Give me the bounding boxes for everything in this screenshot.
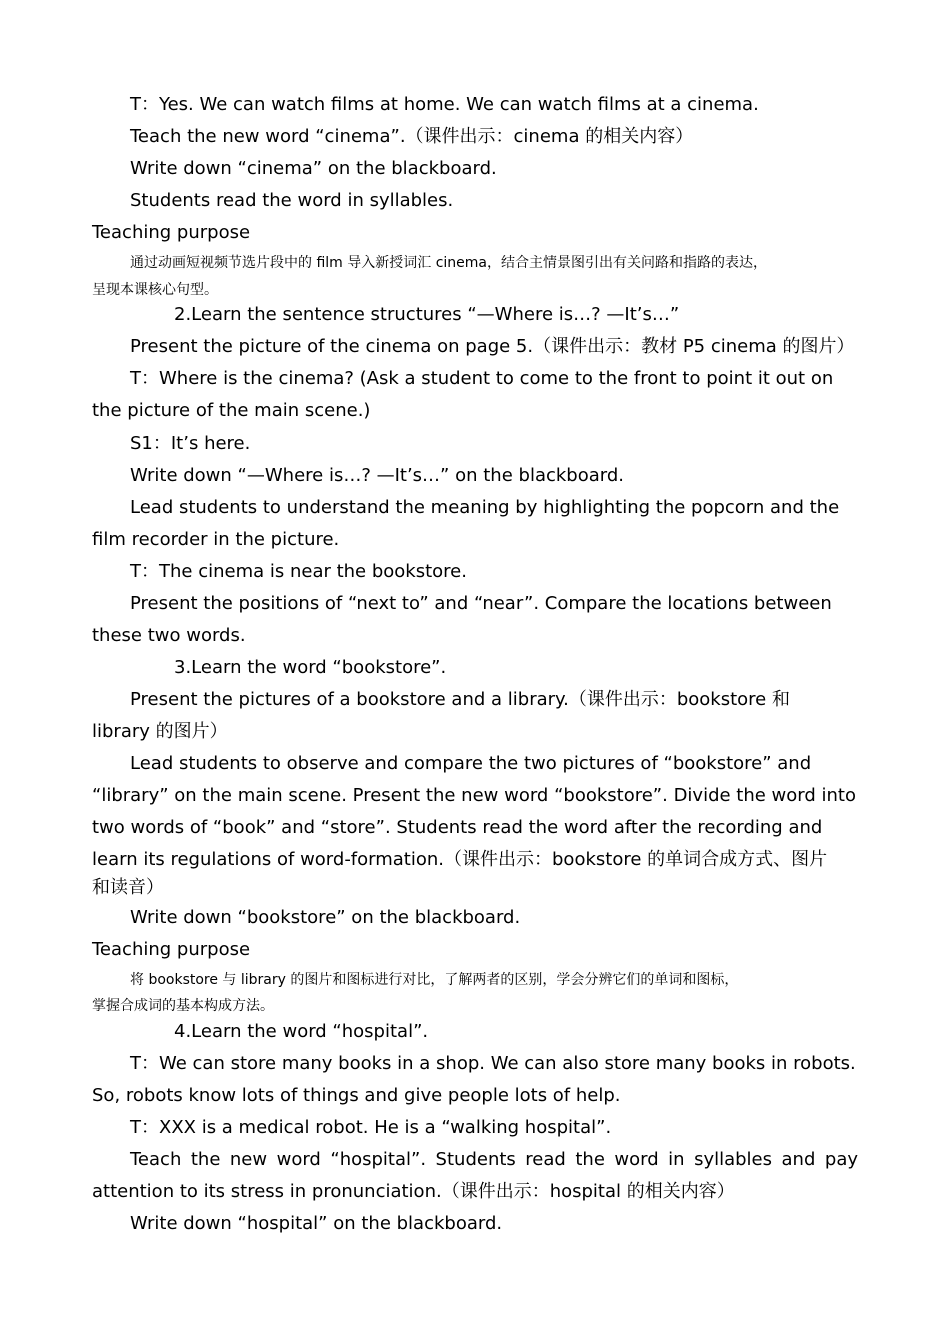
text-line: learn its regulations of word-formation.（课件出示：bookstore 的单词合成方式、图片 [92,849,828,870]
text-line: Write down “—Where is…? —It’s…” on the blackboard. [130,465,624,486]
step-heading: 2.Learn the sentence structures “—Where is…? —It’s…” [174,304,680,325]
text-line: these two words. [92,625,246,646]
text-line: Present the positions of “next to” and “near”. Compare the locations between [130,593,832,614]
text-line: Students read the word in syllables. [130,190,454,211]
text-line: T：Yes. We can watch films at home. We can watch films at a cinema. [130,94,759,115]
text-line: S1：It’s here. [130,433,251,454]
text-line: attention to its stress in pronunciation.（课件出示：hospital 的相关内容） [92,1181,735,1202]
text-line: Lead students to observe and compare the two pictures of “bookstore” and [130,753,812,774]
text-line: So, robots know lots of things and give people lots of help. [92,1085,621,1106]
text-line: “library” on the main scene. Present the new word “bookstore”. Divide the word into [92,785,857,806]
text-line: 呈现本课核心句型。 [92,282,218,298]
text-line: 将 bookstore 与 library 的图片和图标进行对比，了解两者的区别，学会分辨它们的单词和图标， [130,972,739,988]
text-line: Write down “hospital” on the blackboard. [130,1213,503,1234]
text-line: Teach the new word “hospital”. Students read the word in syllables and pay [130,1149,858,1170]
text-line: 掌握合成词的基本构成方法。 [92,998,274,1014]
text-line: T：We can store many books in a shop. We can also store many books in robots. [130,1053,856,1074]
text-line: Present the pictures of a bookstore and a library.（课件出示：bookstore 和 [130,689,790,710]
text-line: 通过动画短视频节选片段中的 film 导入新授词汇 cinema，结合主情景图引出有关问路和指路的表达， [130,255,767,271]
text-line: Lead students to understand the meaning by highlighting the popcorn and the [130,497,840,518]
text-line: film recorder in the picture. [92,529,340,550]
step-heading: 3.Learn the word “bookstore”. [174,657,447,678]
section-heading: Teaching purpose [92,222,251,243]
text-line: Teach the new word “cinema”.（课件出示：cinema 的相关内容） [130,126,694,147]
text-line: Write down “bookstore” on the blackboard. [130,907,521,928]
text-line: 和读音） [92,877,164,898]
text-line: Present the picture of the cinema on page 5.（课件出示：教材 P5 cinema 的图片） [130,336,855,357]
text-line: T：Where is the cinema? (Ask a student to come to the front to point it out on [130,368,834,389]
step-heading: 4.Learn the word “hospital”. [174,1021,429,1042]
text-line: Write down “cinema” on the blackboard. [130,158,497,179]
text-line: the picture of the main scene.) [92,400,371,421]
text-line: library 的图片） [92,721,228,742]
text-line: T：XXX is a medical robot. He is a “walking hospital”. [130,1117,612,1138]
section-heading: Teaching purpose [92,939,251,960]
text-line: T：The cinema is near the bookstore. [130,561,467,582]
text-line: two words of “book” and “store”. Students read the word after the recording and [92,817,823,838]
